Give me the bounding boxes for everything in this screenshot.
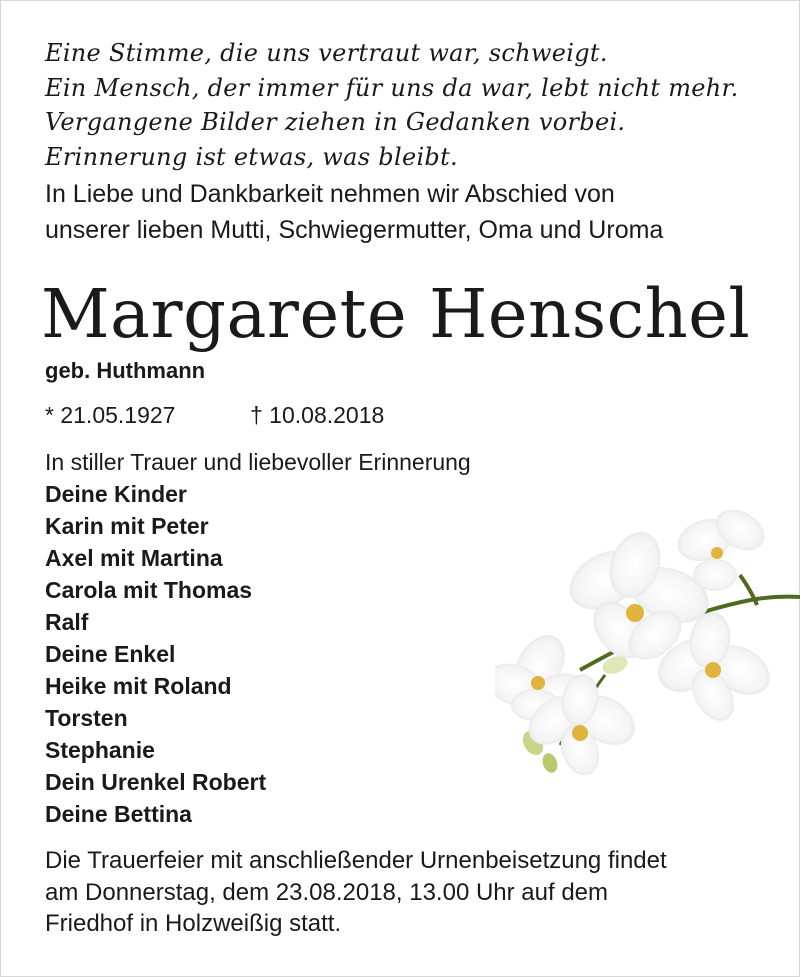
poem-line: Eine Stimme, die uns vertraut war, schweigt. [45, 39, 608, 67]
funeral-line: Die Trauerfeier mit anschließender Urnenbeisetzung findet [45, 847, 667, 874]
deceased-name: Margarete Henschel [41, 275, 751, 353]
mourners-list [45, 446, 471, 830]
mourner: Heike mit Roland [45, 673, 232, 699]
mourner: Deine Enkel [45, 641, 176, 667]
funeral-line: Friedhof in Holzweißig statt. [45, 910, 342, 937]
farewell-intro [45, 176, 663, 248]
funeral-info [45, 845, 667, 940]
maiden-name: geb. Huthmann [45, 358, 206, 383]
mourners-lead: In stiller Trauer und liebevoller Erinnerung [45, 449, 471, 475]
mourner: Carola mit Thomas [45, 577, 253, 603]
poem-line: Ein Mensch, der immer für uns da war, lebt nicht mehr. [45, 73, 739, 102]
poem-line: Erinnerung ist etwas, was bleibt. [45, 142, 458, 171]
birth-date: * 21.05.1927 [45, 402, 176, 428]
poem-line: Vergangene Bilder ziehen in Gedanken vorbei. [45, 108, 626, 136]
intro-line: unserer lieben Mutti, Schwiegermutter, Oma und Uroma [45, 216, 664, 244]
orchid-icon [495, 505, 800, 790]
mourner: Axel mit Martina [45, 545, 223, 571]
mourner: Ralf [45, 609, 89, 635]
funeral-line: am Donnerstag, dem 23.08.2018, 13.00 Uhr auf dem [45, 878, 609, 906]
mourner: Torsten [45, 705, 128, 731]
death-date: † 10.08.2018 [250, 402, 385, 428]
life-dates [45, 399, 385, 431]
mourner: Dein Urenkel Robert [45, 769, 267, 795]
intro-line: In Liebe und Dankbarkeit nehmen wir Abschied von [45, 180, 615, 208]
mourner: Stephanie [45, 737, 155, 763]
poem [45, 36, 739, 174]
mourner: Karin mit Peter [45, 513, 209, 539]
mourner: Deine Kinder [45, 481, 187, 507]
mourner: Deine Bettina [45, 801, 192, 827]
